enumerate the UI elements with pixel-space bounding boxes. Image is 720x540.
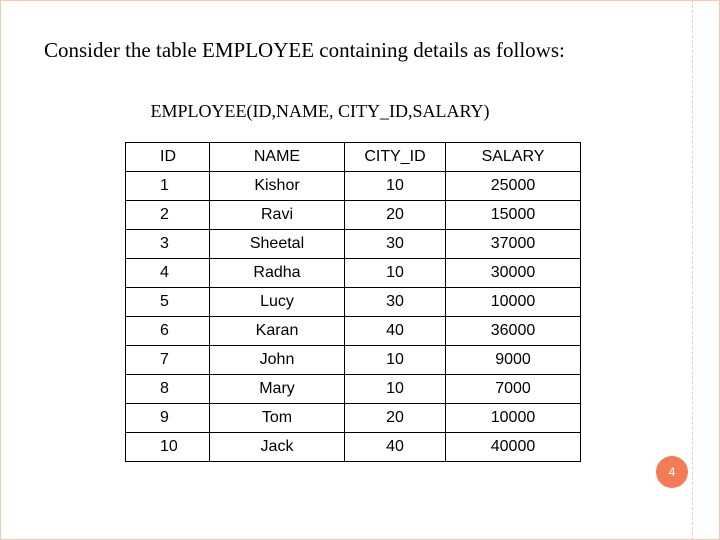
cell-id: 3 [126, 230, 210, 259]
cell-city-id: 40 [345, 433, 446, 462]
cell-name: Ravi [210, 201, 345, 230]
cell-salary: 30000 [446, 259, 581, 288]
table-row [126, 375, 581, 404]
intro-table-name: EMPLOYEE [202, 38, 315, 62]
cell-salary: 10000 [446, 288, 581, 317]
table-row [126, 230, 581, 259]
table-row [126, 346, 581, 375]
cell-salary: 40000 [446, 433, 581, 462]
column-header-city-id: CITY_ID [345, 143, 446, 172]
employee-table [125, 142, 581, 462]
table-row [126, 317, 581, 346]
cell-salary: 9000 [446, 346, 581, 375]
cell-city-id: 20 [345, 201, 446, 230]
cell-name: Sheetal [210, 230, 345, 259]
cell-city-id: 30 [345, 230, 446, 259]
cell-city-id: 40 [345, 317, 446, 346]
cell-salary: 10000 [446, 404, 581, 433]
cell-salary: 25000 [446, 172, 581, 201]
table-header-row [126, 143, 581, 172]
cell-name: Karan [210, 317, 345, 346]
cell-name: Tom [210, 404, 345, 433]
column-header-name: NAME [210, 143, 345, 172]
cell-name: Radha [210, 259, 345, 288]
table-row [126, 259, 581, 288]
cell-city-id: 30 [345, 288, 446, 317]
cell-id: 9 [126, 404, 210, 433]
cell-salary: 36000 [446, 317, 581, 346]
table-row [126, 201, 581, 230]
intro-suffix: containing details as follows: [314, 38, 565, 62]
cell-id: 6 [126, 317, 210, 346]
cell-city-id: 20 [345, 404, 446, 433]
decorative-rule [692, 0, 693, 540]
cell-name: John [210, 346, 345, 375]
cell-name: Lucy [210, 288, 345, 317]
cell-city-id: 10 [345, 375, 446, 404]
cell-name: Jack [210, 433, 345, 462]
cell-salary: 7000 [446, 375, 581, 404]
table-row [126, 288, 581, 317]
table-row [126, 172, 581, 201]
column-header-salary: SALARY [446, 143, 581, 172]
table-row [126, 433, 581, 462]
cell-city-id: 10 [345, 259, 446, 288]
cell-name: Kishor [210, 172, 345, 201]
intro-text [44, 38, 565, 63]
cell-name: Mary [210, 375, 345, 404]
schema-text: EMPLOYEE(ID,NAME, CITY_ID,SALARY) [150, 101, 490, 121]
cell-salary: 37000 [446, 230, 581, 259]
cell-id: 4 [126, 259, 210, 288]
intro-prefix: Consider the table [44, 38, 203, 62]
schema-line [0, 101, 692, 122]
column-header-id: ID [126, 143, 210, 172]
page-number-badge: 4 [656, 456, 688, 488]
cell-id: 1 [126, 172, 210, 201]
cell-id: 8 [126, 375, 210, 404]
cell-salary: 15000 [446, 201, 581, 230]
cell-id: 10 [126, 433, 210, 462]
table-row [126, 404, 581, 433]
cell-id: 5 [126, 288, 210, 317]
cell-city-id: 10 [345, 346, 446, 375]
cell-city-id: 10 [345, 172, 446, 201]
cell-id: 2 [126, 201, 210, 230]
cell-id: 7 [126, 346, 210, 375]
